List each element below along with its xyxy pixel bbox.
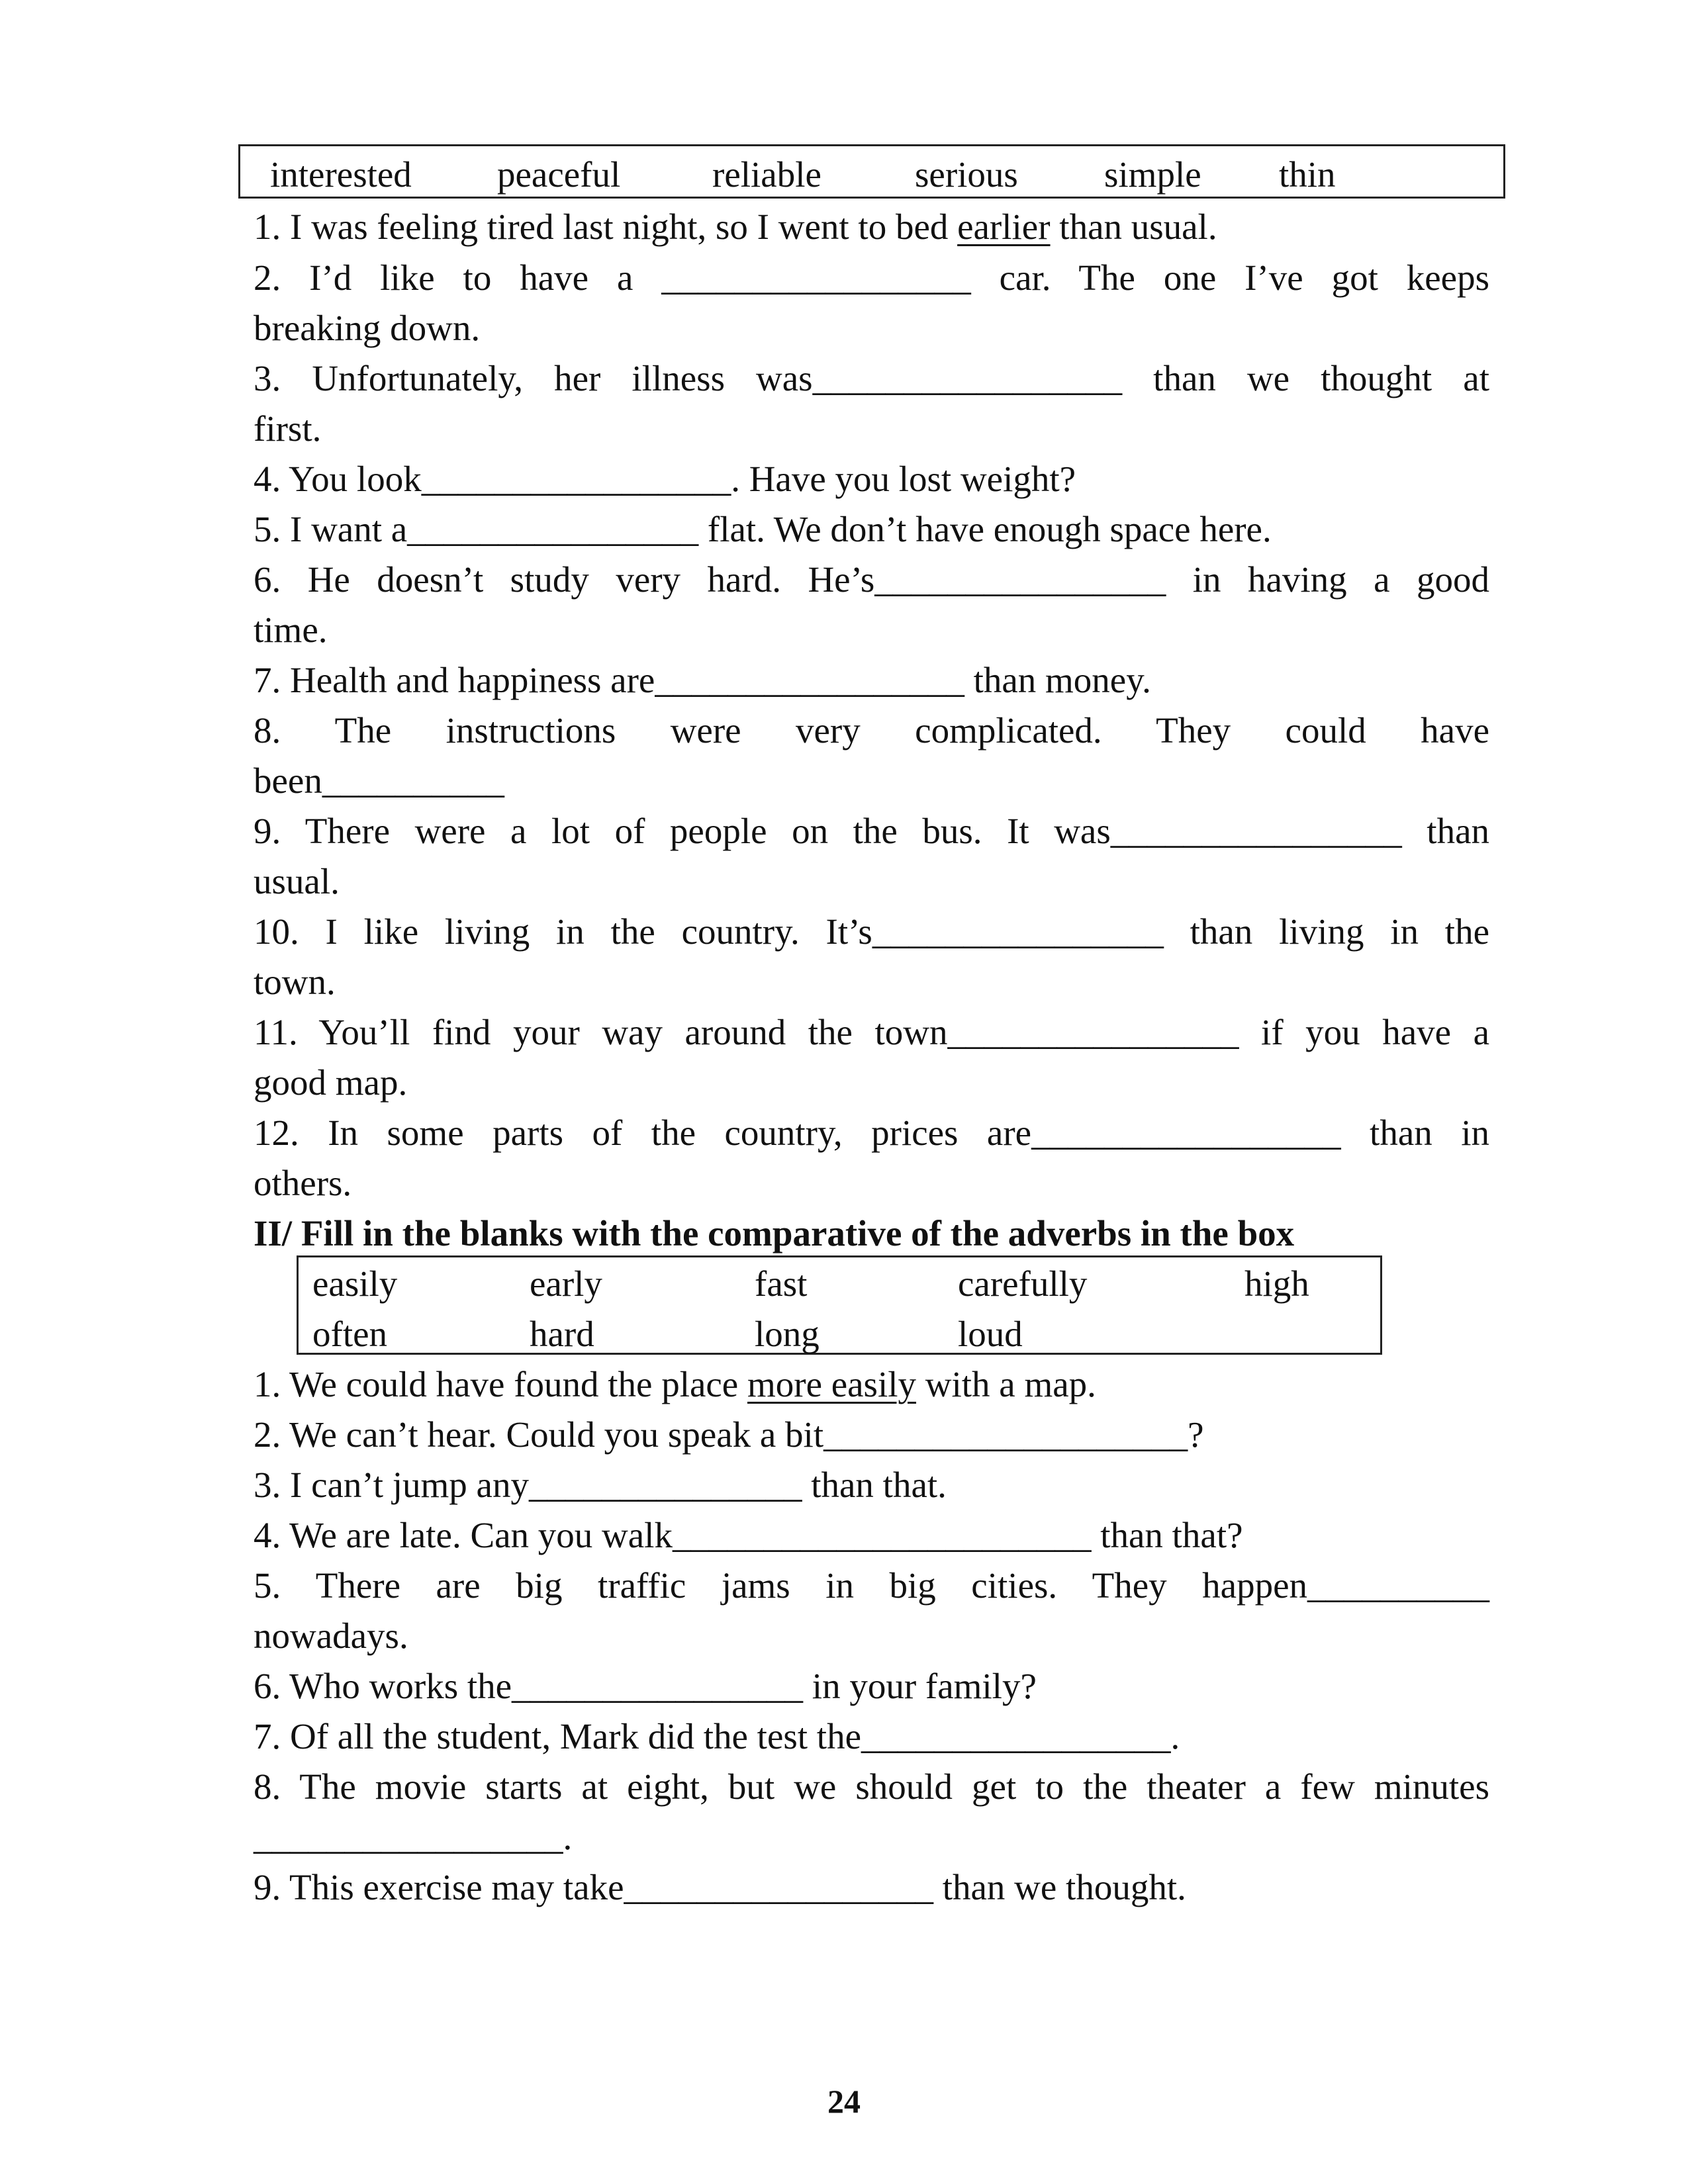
- exercise-line: 2. We can’t hear. Could you speak a bit____________________?: [254, 1414, 1204, 1455]
- exercise-line: been__________: [254, 760, 504, 801]
- exercise-line: 3. I can’t jump any_______________ than that.: [254, 1465, 947, 1505]
- box-word: carefully: [958, 1263, 1088, 1304]
- exercise-line: 5. I want a________________ flat. We don’t have enough space here.: [254, 509, 1272, 549]
- section-heading: II/ Fill in the blanks with the comparative of the adverbs in the box: [254, 1213, 1295, 1253]
- box-word: high: [1244, 1263, 1309, 1304]
- exercise-line: usual.: [254, 861, 340, 901]
- box-word: fast: [755, 1263, 808, 1304]
- exercise-line: 6. He doesn’t study very hard. He’s________________ in having a good: [254, 559, 1489, 600]
- box-word: simple: [1104, 154, 1201, 195]
- exercise-line: 10. I like living in the country. It’s________________ than living in the: [254, 911, 1489, 952]
- exercise-line: breaking down.: [254, 308, 481, 348]
- exercise-line: 2. I’d like to have a _________________ car. The one I’ve got keeps: [254, 257, 1489, 298]
- exercise-line: 4. You look_________________. Have you lost weight?: [254, 459, 1076, 499]
- exercise-line: 1. I was feeling tired last night, so I went to bed earlier than usual.: [254, 206, 1217, 247]
- exercise-line: _________________.: [254, 1817, 573, 1857]
- exercise-line: good map.: [254, 1062, 408, 1103]
- box-word: easily: [312, 1263, 398, 1304]
- adverb-word-box: [297, 1255, 1382, 1355]
- box-word: hard: [530, 1314, 594, 1354]
- example-answer: earlier: [957, 206, 1051, 247]
- box-word: often: [312, 1314, 388, 1354]
- exercise-line: 7. Of all the student, Mark did the test the_________________.: [254, 1716, 1180, 1756]
- exercise-line: 1. We could have found the place more easily with a map.: [254, 1364, 1096, 1404]
- box-word: reliable: [712, 154, 821, 195]
- page-number: 24: [827, 2083, 861, 2120]
- exercise-line: 9. This exercise may take_________________ than we thought.: [254, 1867, 1186, 1907]
- box-word: loud: [958, 1314, 1023, 1354]
- box-word: peaceful: [497, 154, 621, 195]
- box-word: interested: [270, 154, 412, 195]
- exercise-line: 6. Who works the________________ in your family?: [254, 1666, 1037, 1706]
- box-word: long: [755, 1314, 820, 1354]
- exercise-line: town.: [254, 962, 336, 1002]
- example-answer: more easily: [747, 1364, 917, 1404]
- exercise-line: first.: [254, 408, 322, 449]
- exercise-line: 8. The instructions were very complicated. They could have: [254, 710, 1489, 751]
- exercise-line: 8. The movie starts at eight, but we should get to the theater a few minutes: [254, 1766, 1489, 1807]
- exercise-line: 3. Unfortunately, her illness was_________________ than we thought at: [254, 358, 1489, 398]
- exercise-line: time.: [254, 610, 328, 650]
- box-word: thin: [1279, 154, 1336, 195]
- exercise-line: 11. You’ll find your way around the town________________ if you have a: [254, 1012, 1489, 1052]
- box-word: serious: [915, 154, 1018, 195]
- exercise-line: 9. There were a lot of people on the bus. It was________________ than: [254, 811, 1489, 851]
- exercise-line: others.: [254, 1163, 352, 1203]
- exercise-line: 7. Health and happiness are_________________ than money.: [254, 660, 1151, 700]
- exercise-line: 5. There are big traffic jams in big cities. They happen__________: [254, 1565, 1489, 1606]
- exercise-line: 4. We are late. Can you walk_______________________ than that?: [254, 1515, 1243, 1555]
- exercise-line: nowadays.: [254, 1615, 408, 1656]
- box-word: early: [530, 1263, 602, 1304]
- exercise-line: 12. In some parts of the country, prices are_________________ than in: [254, 1113, 1489, 1153]
